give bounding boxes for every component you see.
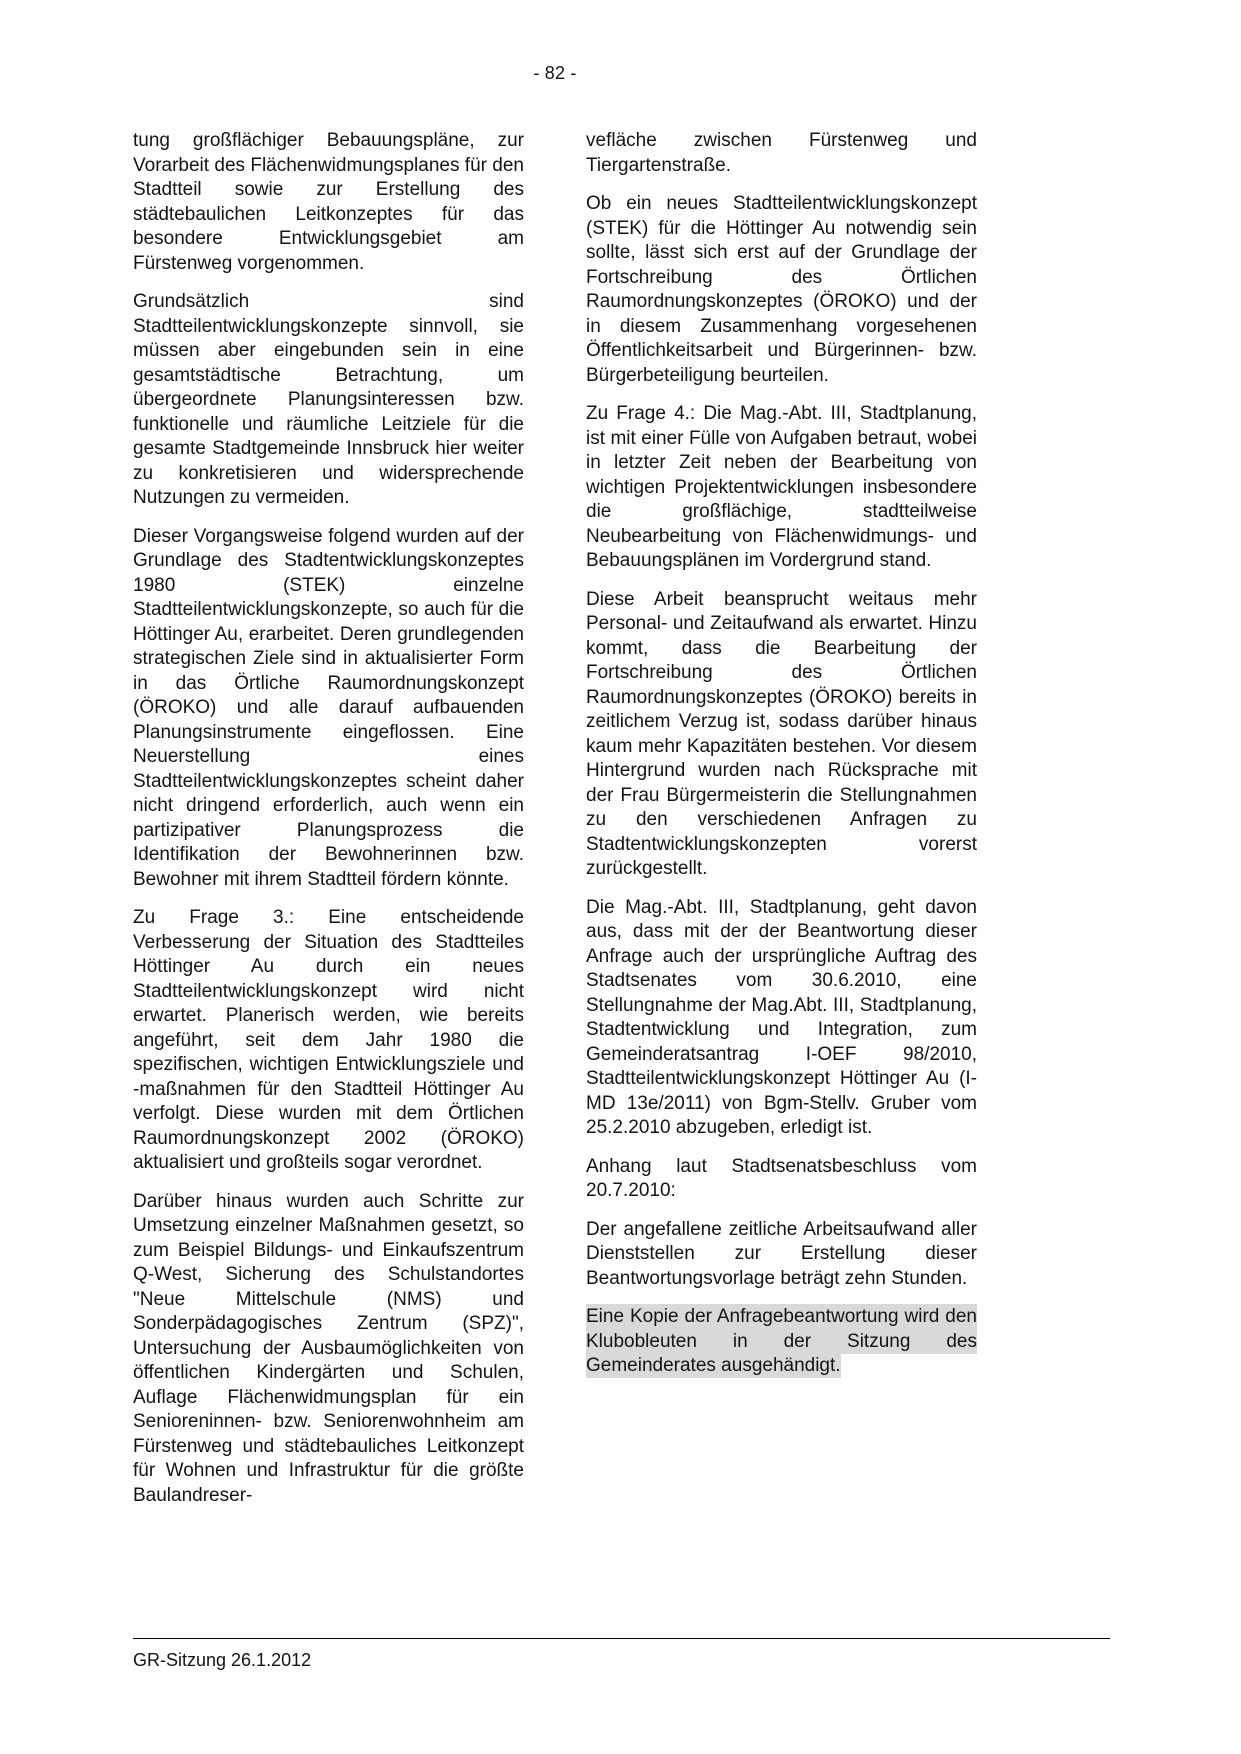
paragraph: vefläche zwischen Fürstenweg und Tiergartenstraße.: [586, 130, 977, 176]
text-columns: [133, 129, 977, 1522]
footer-session-label: GR-Sitzung 26.1.2012: [133, 1650, 312, 1670]
highlighted-paragraph: [586, 1305, 977, 1379]
paragraph: Zu Frage 3.: Eine entscheidende Verbesserung der Situation des Stadtteiles Höttinger Au durch ein neues Stadtteilentwicklungskonzept wird nicht erwartet. Planerisch werden, wie bereits angeführt, seit dem Jahr 1980 die spezifischen, wichtigen Entwicklungsziele und -maßnahmen für den Stadtteil Höttinger Au verfolgt. Diese wurden mit dem Örtlichen Raumordnungskonzept 2002 (ÖROKO) aktualisiert und großteils sogar verordnet.: [133, 907, 524, 1173]
left-column: [133, 129, 524, 1522]
paragraph: Ob ein neues Stadtteilentwicklungskonzept (STEK) für die Höttinger Au notwendig sein sollte, lässt sich erst auf der Grundlage der Fortschreibung des Örtlichen Raumordnungskonzeptes (ÖROKO) und der in diesem Zusammenhang vorgesehenen Öffentlichkeitsarbeit und Bürgerinnen- bzw. Bürgerbeteiligung beurteilen.: [586, 193, 977, 386]
paragraph: Darüber hinaus wurden auch Schritte zur Umsetzung einzelner Maßnahmen gesetzt, so zum Beispiel Bildungs- und Einkaufszentrum Q-West, Sicherung des Schulstandortes "Neue Mittelschule (NMS) und Sonderpädagogisches Zentrum (SPZ)", Untersuchung der Ausbaumöglichkeiten von öffentlichen Kindergärten und Schulen, Auflage Flächenwidmungsplan für ein Senioreninnen- bzw. Seniorenwohnheim am Fürstenweg und städtebauliches Leitkonzept für Wohnen und Infrastruktur für die größte Baulandreser-: [133, 1190, 524, 1506]
paragraph: Der angefallene zeitliche Arbeitsaufwand aller Dienststellen zur Erstellung dieser Beantwortungsvorlage beträgt zehn Stunden.: [586, 1218, 977, 1289]
paragraph: Diese Arbeit beansprucht weitaus mehr Personal- und Zeitaufwand als erwartet. Hinzu kommt, dass die Bearbeitung der Fortschreibung des Örtlichen Raumordnungskonzeptes (ÖROKO) bereits in zeitlichem Verzug ist, sodass darüber hinaus kaum mehr Kapazitäten bestehen. Vor diesem Hintergrund wurden nach Rücksprache mit der Frau Bürgermeisterin die Stellungnahmen zu den verschiedenen Anfragen zu Stadtentwicklungskonzepten vorerst zurückgestellt.: [586, 588, 977, 879]
paragraph: Anhang laut Stadtsenatsbeschluss vom 20.7.2010:: [586, 1155, 977, 1201]
paragraph: Zu Frage 4.: Die Mag.-Abt. III, Stadtplanung, ist mit einer Fülle von Aufgaben betraut, wobei in letzter Zeit neben der Bearbeitung von wichtigen Projektentwicklungen insbesondere die großflächige, stadtteilweise Neubearbeitung von Flächenwidmungs- und Bebauungsplänen im Vordergrund stand.: [586, 403, 977, 571]
footer-divider: [133, 1638, 1110, 1639]
paragraph: Die Mag.-Abt. III, Stadtplanung, geht davon aus, dass mit der der Beantwortung dieser Anfrage auch der ursprüngliche Auftrag des Stadtsenates vom 30.6.2010, eine Stellungnahme der Mag.Abt. III, Stadtplanung, Stadtentwicklung und Integration, zum Gemeinderatsantrag I-OEF 98/2010, Stadtteilentwicklungskonzept Höttinger Au (I-MD 13e/2011) von Bgm-Stellv. Gruber vom 25.2.2010 abzugeben, erledigt ist.: [586, 896, 977, 1138]
paragraph: Dieser Vorgangsweise folgend wurden auf der Grundlage des Stadtentwicklungskonzeptes 1980 (STEK) einzelne Stadtteilentwicklungskonzepte, so auch für die Höttinger Au, erarbeitet. Deren grundlegenden strategischen Ziele sind in aktualisierter Form in das Örtliche Raumordnungskonzept (ÖROKO) und alle darauf aufbauenden Planungsinstrumente eingeflossen. Eine Neuerstellung eines Stadtteilentwicklungskonzeptes scheint daher nicht dringend erforderlich, auch wenn ein partizipativer Planungsprozess die Identifikation der Bewohnerinnen bzw. Bewohner mit ihrem Stadtteil fördern könnte.: [133, 525, 524, 890]
paragraph: Grundsätzlich sind Stadtteilentwicklungskonzepte sinnvoll, sie müssen aber eingebunden sein in eine gesamtstädtische Betrachtung, um übergeordnete Planungsinteressen bzw. funktionelle und räumliche Leitziele für die gesamte Stadtgemeinde Innsbruck hier weiter zu konkretisieren und widersprechende Nutzungen zu vermeiden.: [133, 291, 524, 508]
right-column: [586, 129, 977, 1522]
highlighted-text: Eine Kopie der Anfragebeantwortung wird den Klubobleuten in der Sitzung des Gemeinderates ausgehändigt.: [586, 1306, 977, 1376]
page-number: - 82 -: [533, 63, 577, 83]
paragraph: tung großflächiger Bebauungspläne, zur Vorarbeit des Flächenwidmungsplanes für den Stadtteil sowie zur Erstellung des städtebaulichen Leitkonzeptes für das besondere Entwicklungsgebiet am Fürstenweg vorgenommen.: [133, 130, 524, 274]
